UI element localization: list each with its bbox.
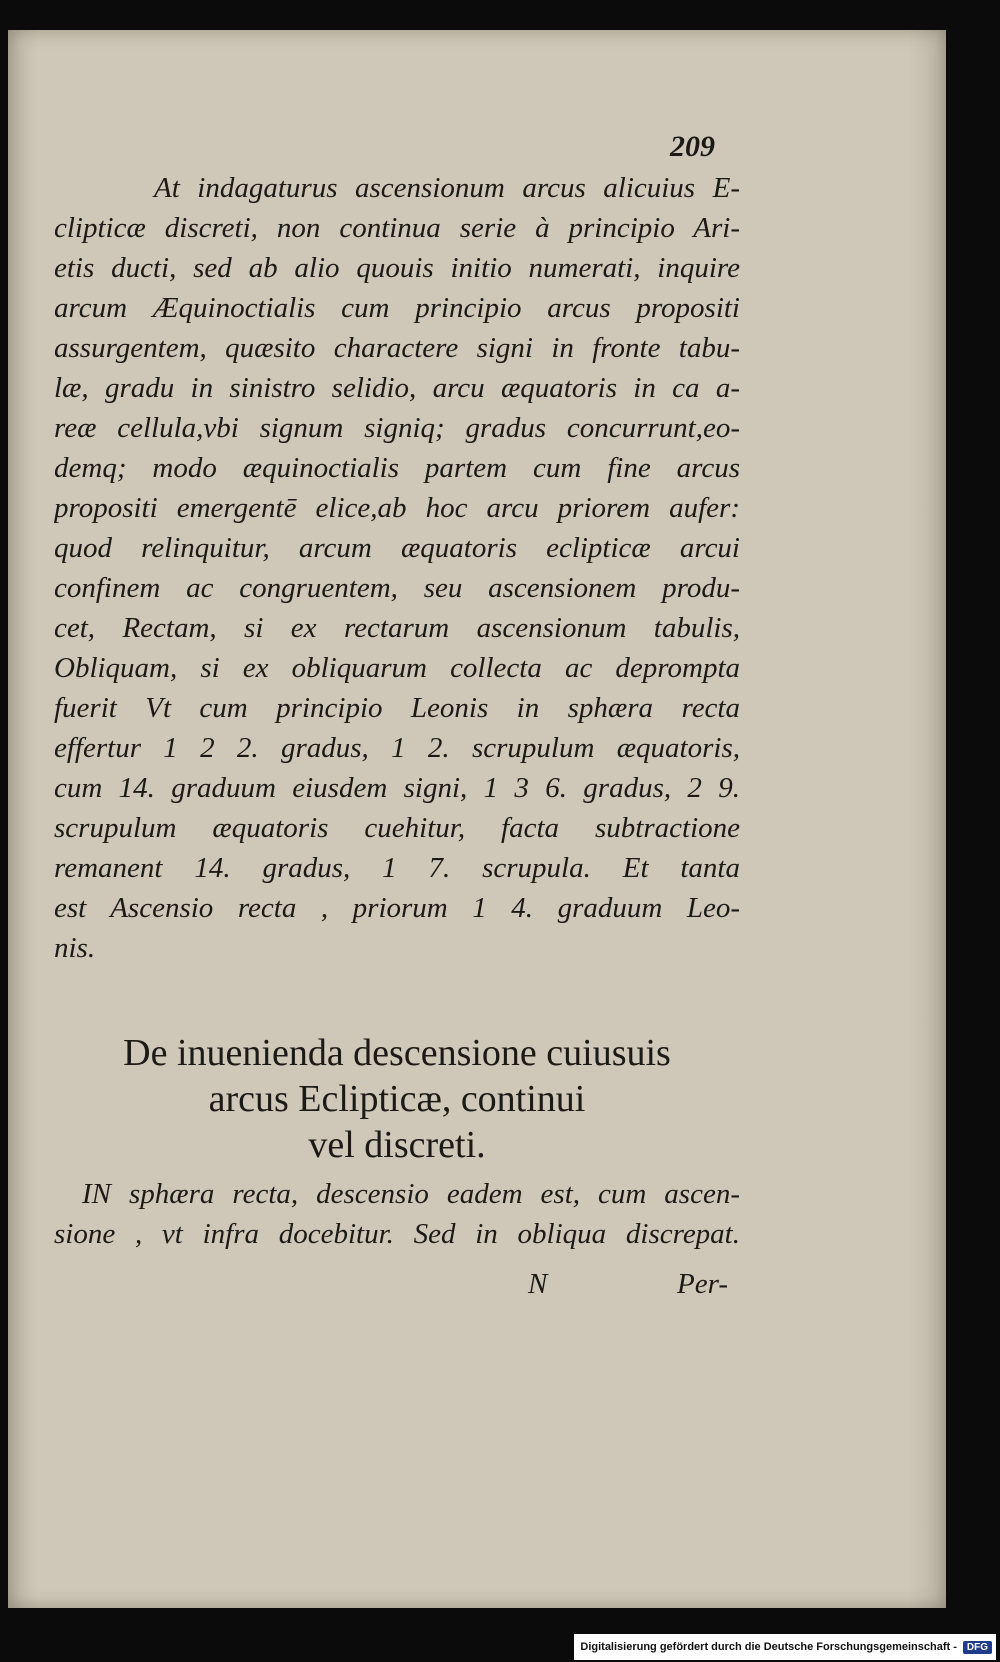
text-line: est Ascensio recta , priorum 1 4. graduum Leo- [54,892,740,924]
text-line: Obliquam, si ex obliquarum collecta ac deprompta [54,652,740,684]
text-line: At indagaturus ascensionum arcus alicuius E- [154,172,740,204]
text-line: confinem ac congruentem, seu ascensionem produ- [54,572,740,604]
credit-text: Digitalisierung gefördert durch die Deutsche Forschungsgemeinschaft - [580,1641,957,1653]
text-line: remanent 14. gradus, 1 7. scrupula. Et tanta [54,852,740,884]
dfg-logo-icon: DFG [963,1641,992,1654]
text-line: propositi emergentē elice,ab hoc arcu priorem aufer: [54,492,740,524]
catchword-line [528,1268,728,1301]
heading-line: De inuenienda descensione cuiusuis [123,1032,671,1074]
text-line: quod relinquitur, arcum æquatoris eclipticæ arcui [54,532,740,564]
text-line: scrupulum æquatoris cuehitur, facta subtractione [54,812,740,844]
digitization-credit [574,1634,996,1660]
text-line: læ, gradu in sinistro selidio, arcu æquatoris in ca a- [54,372,740,404]
text-line: effertur 1 2 2. gradus, 1 2. scrupulum æquatoris, [54,732,740,764]
page-number: 209 [670,130,715,163]
text-line: cet, Rectam, si ex rectarum ascensionum tabulis, [54,612,740,644]
signature-mark: N [528,1268,548,1300]
book-page [8,30,946,1608]
text-line: reæ cellula,vbi signum signiq; gradus concurrunt,eo- [54,412,740,444]
text-line: fuerit Vt cum principio Leonis in sphæra recta [54,692,740,724]
catchword: Per- [677,1268,728,1300]
text-line: etis ducti, sed ab alio quouis initio numerati, inquire [54,252,740,284]
text-line: sione , vt infra docebitur. Sed in obliqua discrepat. [54,1218,740,1250]
text-line: clipticæ discreti, non continua serie à principio Ari- [54,212,740,244]
text-line: cum 14. graduum eiusdem signi, 1 3 6. gradus, 2 9. [54,772,740,804]
heading-line: vel discreti. [308,1124,486,1166]
text-line: demq; modo æquinoctialis partem cum fine arcus [54,452,740,484]
heading-line: arcus Eclipticæ, continui [208,1078,586,1120]
text-line: IN sphæra recta, descensio eadem est, cum ascen- [82,1178,740,1210]
section-heading [54,1030,740,1168]
paragraph-ascension [54,168,740,968]
text-line: assurgentem, quæsito charactere signi in fronte tabu- [54,332,740,364]
text-line: nis. [54,932,96,964]
text-line: arcum Æquinoctialis cum principio arcus propositi [54,292,740,324]
paragraph-descension [54,1174,740,1254]
